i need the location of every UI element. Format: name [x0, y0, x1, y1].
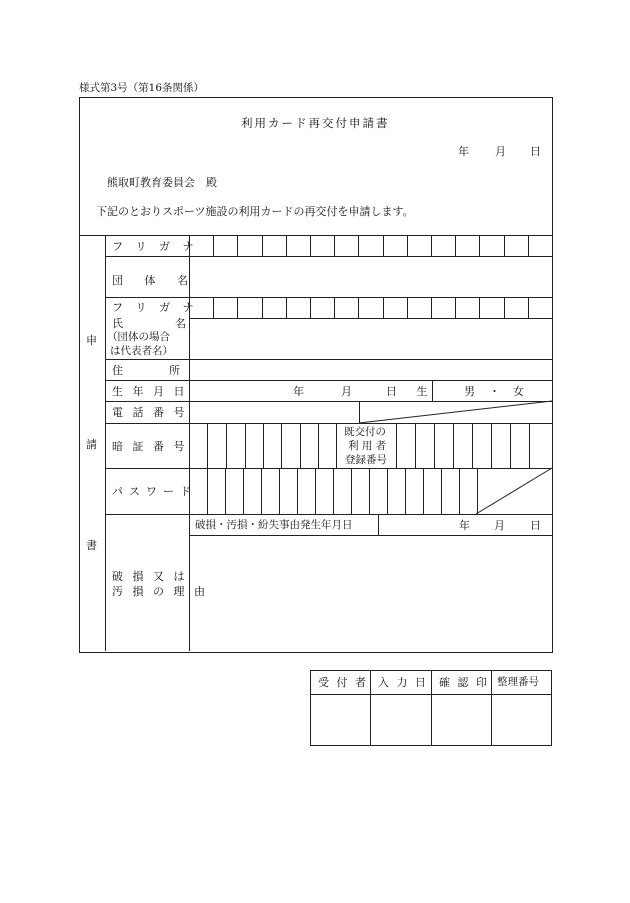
- damage-year: 年: [459, 519, 470, 532]
- birth-year: 年: [293, 385, 304, 398]
- gender-dot: ・: [489, 385, 500, 398]
- issued-label-2: 利 用 者: [348, 440, 387, 452]
- birth-day: 日 生: [386, 385, 436, 398]
- reason-label-1: 破 損 又 は: [112, 570, 188, 583]
- gender-female[interactable]: 女: [513, 385, 524, 398]
- office-received-by: 受 付 者: [318, 676, 368, 689]
- damage-date-label: 破損・汚損・紛失事由発生年月日: [195, 519, 353, 531]
- issued-label-3: 登録番号: [345, 454, 387, 466]
- form-number: 様式第3号（第16条関係）: [79, 82, 205, 94]
- furigana2-label: フ リ ガ ナ: [112, 301, 198, 314]
- furigana1-label: フ リ ガ ナ: [112, 240, 198, 253]
- birthdate-label: 生 年 月 日: [112, 385, 188, 398]
- name-note-2: は代表者名）: [110, 345, 173, 357]
- pin-label: 暗 証 番 号: [112, 440, 188, 453]
- damage-day: 日: [530, 519, 541, 532]
- issued-label-1: 既交付の: [344, 426, 386, 438]
- date-month: 月: [495, 145, 506, 158]
- birth-month: 月: [341, 385, 352, 398]
- applicant-char-1: 申: [86, 334, 97, 347]
- office-serial-no: 整理番号: [497, 676, 539, 688]
- reason-label-2: 汚 損 の 理 由: [112, 585, 208, 598]
- name-note-1: （団体の場合: [107, 331, 170, 343]
- name-label: 氏: [112, 317, 123, 330]
- applicant-char-2: 請: [86, 438, 97, 451]
- group-name-label: 団 体 名: [112, 274, 197, 287]
- name-label-end: 名: [175, 317, 186, 330]
- statement: 下記のとおりスポーツ施設の利用カードの再交付を申請します。: [96, 205, 414, 218]
- phone-label: 電 話 番 号: [112, 406, 188, 419]
- office-confirm-seal: 確 認 印: [439, 676, 489, 689]
- date-year: 年: [458, 145, 469, 158]
- office-input-date: 入 力 日: [378, 676, 428, 689]
- form-title: 利用カード再交付申請書: [241, 116, 390, 130]
- date-day: 日: [530, 145, 541, 158]
- password-label: パスワード: [112, 485, 197, 498]
- addressee: 熊取町教育委員会 殿: [107, 176, 217, 189]
- address-label: 住 所: [112, 364, 188, 377]
- applicant-char-3: 書: [86, 539, 97, 552]
- damage-month: 月: [494, 519, 505, 532]
- gender-male[interactable]: 男: [464, 385, 475, 398]
